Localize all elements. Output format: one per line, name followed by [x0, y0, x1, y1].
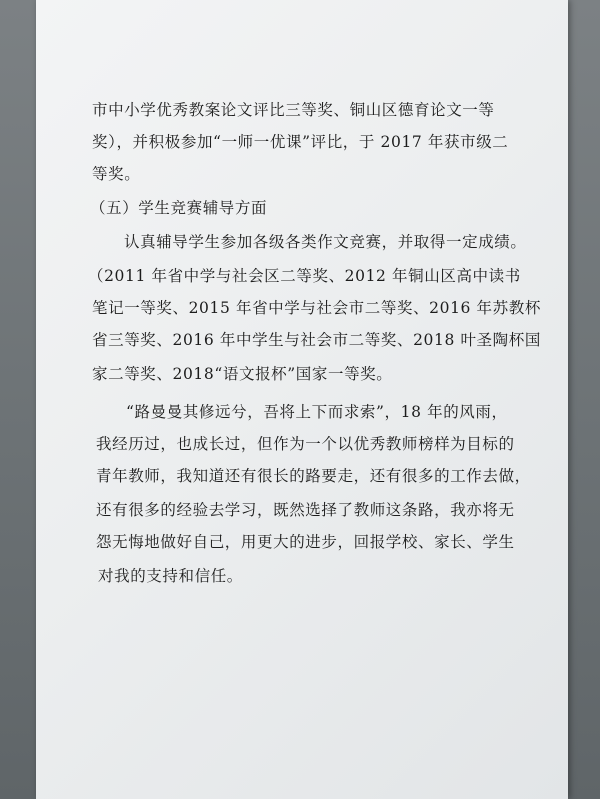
paragraph-line-6: 笔记一等奖、2015 年省中学与社会市二等奖、2016 年苏教杯	[92, 299, 541, 317]
paragraph-line-2: 奖），并积极参加“一师一优课”评比，于 2017 年获市级二	[92, 133, 509, 151]
paragraph-line-3: 等奖。	[92, 165, 141, 183]
paragraph-line-12: 还有很多的经验去学习，既然选择了教师这条路，我亦将无	[96, 501, 515, 519]
paragraph-line-7: 省三等奖、2016 年中学生与社会市二等奖、2018 叶圣陶杯国	[92, 331, 541, 349]
paragraph-line-11: 青年教师，我知道还有很长的路要走，还有很多的工作去做，	[96, 467, 531, 485]
section-heading: （五）学生竞赛辅导方面	[90, 199, 268, 217]
paragraph-line-14: 对我的支持和信任。	[98, 567, 243, 585]
paragraph-line-8: 家二等奖、2018“语文报杯”国家一等奖。	[92, 365, 393, 383]
paragraph-line-1: 市中小学优秀教案论文评比三等奖、铜山区德育论文一等	[92, 101, 495, 119]
paragraph-line-13: 怨无悔地做好自己，用更大的进步，回报学校、家长、学生	[96, 533, 515, 551]
paragraph-line-10: 我经历过，也成长过，但作为一个以优秀教师榜样为目标的	[96, 435, 515, 453]
paragraph-line-4: 认真辅导学生参加各级各类作文竞赛，并取得一定成绩。	[124, 233, 527, 251]
paragraph-line-9: “路曼曼其修远兮，吾将上下而求索”，18 年的风雨，	[126, 403, 508, 421]
paragraph-line-5: （2011 年省中学与社会区二等奖、2012 年铜山区高中读书	[88, 267, 521, 285]
